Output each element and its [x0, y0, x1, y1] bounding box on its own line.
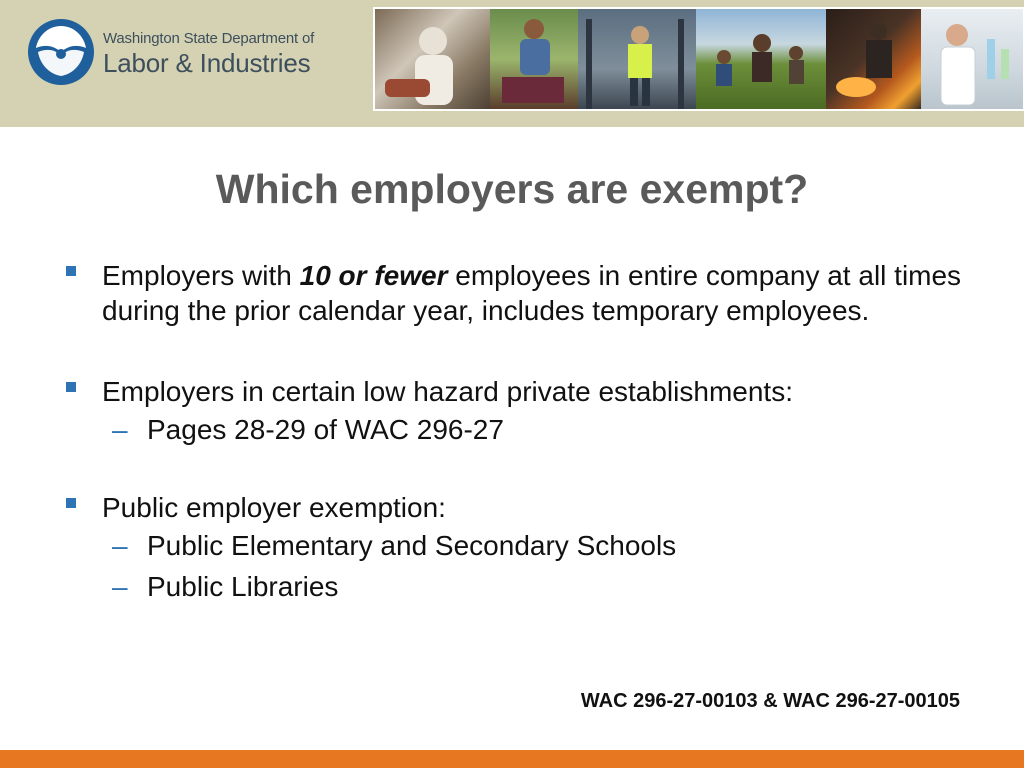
- bullet-item: [64, 258, 964, 328]
- bullet3-sub1: Public Elementary and Secondary Schools: [147, 530, 677, 561]
- field-workers-photo: [696, 9, 826, 109]
- dash-bullet-icon: –: [112, 530, 128, 561]
- construction-worker-vest-photo: [578, 9, 696, 109]
- dash-bullet-icon: –: [112, 571, 128, 602]
- bullet1-lead: Employers with: [102, 260, 300, 291]
- foundry-worker-photo: [826, 9, 921, 109]
- dash-bullet-icon: –: [112, 414, 128, 445]
- header-band: [0, 0, 1024, 127]
- farm-worker-harvest-photo: [490, 9, 578, 109]
- worker-with-respirator-photo: [375, 9, 490, 109]
- page-title: Which employers are exempt?: [215, 166, 809, 212]
- bullet-item: [64, 374, 964, 409]
- wac-reference: WAC 296-27-00103 & WAC 296-27-00105: [580, 690, 960, 712]
- bullet2-text: Employers in certain low hazard private establishments:: [102, 376, 793, 407]
- footer-bar: [0, 750, 1024, 768]
- lab-worker-photo: [921, 9, 1023, 109]
- bullet-list: [64, 258, 964, 607]
- bullet1-emphasis: 10 or fewer: [299, 260, 448, 291]
- square-bullet-icon: [66, 382, 76, 392]
- sub-bullet-item: [64, 566, 964, 607]
- lni-logo-icon: [26, 18, 98, 86]
- bullet-item: [64, 490, 964, 525]
- bullet2-sub1: Pages 28-29 of WAC 296-27: [147, 414, 504, 445]
- sub-bullet-item: [64, 525, 964, 566]
- logo-line-2: Labor & Industries: [103, 48, 311, 78]
- logo-wordmark: [103, 30, 314, 78]
- bullet1-rest: employees in entire company at all times during the prior calendar year, includes temporary employees.: [102, 260, 962, 326]
- photo-strip: [373, 7, 1024, 111]
- square-bullet-icon: [66, 498, 76, 508]
- bullet3-text: Public employer exemption:: [102, 492, 446, 523]
- logo-line-1: Washington State Department of: [103, 30, 315, 47]
- square-bullet-icon: [66, 266, 76, 276]
- bullet3-sub2: Public Libraries: [147, 571, 339, 602]
- sub-bullet-item: [64, 409, 964, 450]
